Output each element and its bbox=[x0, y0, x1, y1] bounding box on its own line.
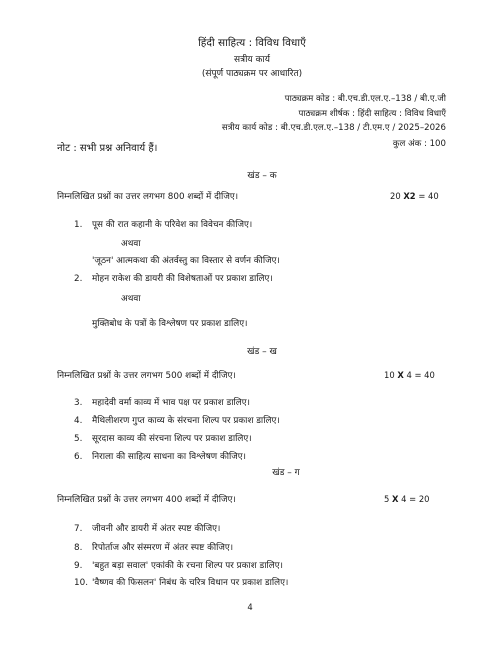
question-item bbox=[74, 218, 252, 230]
question-text: सूरदास काव्य की संरचना शिल्प पर प्रकाश डालिए। bbox=[92, 434, 252, 444]
section-instruction-c: निम्नलिखित प्रश्नों के उत्तर लगभग 400 शब्दों में दीजिए। bbox=[57, 495, 236, 505]
course-title: पाठ्यक्रम शीर्षक : हिंदी साहित्य : विविध विधाएँ bbox=[298, 109, 446, 119]
question-number: 9. bbox=[74, 561, 83, 571]
question-number: 4. bbox=[74, 416, 83, 426]
question-number: 6. bbox=[74, 452, 83, 462]
question-text: निराला की साहित्य साधना का विश्लेषण कीजिए। bbox=[92, 452, 246, 462]
question-item bbox=[74, 522, 220, 534]
course-code: पाठ्यक्रम कोड : बी.एच.डी.एल.ए.–138 / बी.ए.जी bbox=[284, 94, 446, 104]
question-text: मोहन राकेश की डायरी की विशेषताओं पर प्रकाश डालिए। bbox=[92, 274, 273, 284]
marks-multiplier: X bbox=[392, 494, 399, 504]
marks-total: 4 = 20 bbox=[401, 494, 430, 504]
section-marks-b bbox=[384, 370, 435, 380]
question-text: पूस की रात कहानी के परिवेश का विवेचन कीजिए। bbox=[92, 220, 253, 230]
question-item: 'जूठन' आत्मकथा की अंतर्वस्तु का विस्तार से वर्णन कीजिए। bbox=[92, 256, 280, 266]
question-number: 7. bbox=[74, 524, 83, 534]
section-instruction-b: निम्नलिखित प्रश्नों के उत्तर लगभग 500 शब्दों में दीजिए। bbox=[57, 371, 236, 381]
question-number: 8. bbox=[74, 543, 83, 553]
question-item bbox=[74, 450, 246, 462]
section-marks-c bbox=[384, 494, 429, 504]
note: नोट : सभी प्रश्न अनिवार्य हैं। bbox=[57, 143, 158, 154]
page-number: 4 bbox=[247, 602, 253, 612]
question-item bbox=[74, 576, 288, 588]
marks-value: 5 bbox=[384, 494, 390, 504]
question-text: जीवनी और डायरी में अंतर स्पष्ट कीजिए। bbox=[92, 524, 221, 534]
question-number: 3. bbox=[74, 398, 83, 408]
document-subtitle-2: (संपूर्ण पाठ्यक्रम पर आधारित) bbox=[201, 69, 303, 79]
document-title: हिंदी साहित्य : विविध विधाएँ bbox=[198, 37, 306, 49]
total-marks: कुल अंक : 100 bbox=[392, 139, 446, 149]
question-item bbox=[74, 541, 233, 553]
question-item bbox=[74, 396, 250, 408]
marks-value: 10 bbox=[384, 370, 395, 380]
question-number: 1. bbox=[74, 220, 83, 230]
question-item bbox=[74, 414, 280, 426]
marks-total: = 40 bbox=[418, 191, 439, 201]
section-marks-a bbox=[390, 191, 439, 201]
document-subtitle: सत्रीय कार्य bbox=[234, 55, 270, 65]
question-number: 5. bbox=[74, 434, 83, 444]
question-item bbox=[74, 272, 273, 284]
section-instruction-a: निम्नलिखित प्रश्नों का उत्तर लगभग 800 शब्दों में दीजिए। bbox=[57, 192, 239, 202]
question-text: मैथिलीशरण गुप्त काव्य के संरचना शिल्प पर प्रकाश डालिए। bbox=[92, 416, 280, 426]
question-text: महादेवी वर्मा काव्य में भाव पक्ष पर प्रकाश डालिए। bbox=[92, 398, 250, 408]
question-number: 10. bbox=[74, 578, 88, 588]
marks-multiplier: X bbox=[397, 370, 404, 380]
question-text: 'बहुत बड़ा सवाल' एकांकी के रचना शिल्प पर प्रकाश डालिए। bbox=[92, 561, 283, 571]
question-item bbox=[74, 432, 252, 444]
marks-value: 20 bbox=[390, 191, 401, 201]
question-item: अथवा bbox=[121, 294, 141, 304]
section-heading-b: खंड – ख bbox=[247, 347, 277, 357]
question-text: 'वैष्णव की फिसलन' निबंध के चरित्र विधान पर प्रकाश डालिए। bbox=[92, 578, 289, 588]
question-item bbox=[74, 559, 283, 571]
question-item: मुक्तिबोध के पत्रों के विश्लेषण पर प्रकाश डालिए। bbox=[92, 319, 248, 329]
question-text: रिपोर्ताज और संस्मरण में अंतर स्पष्ट कीजिए। bbox=[92, 543, 234, 553]
section-heading-a: खंड – क bbox=[247, 171, 277, 181]
section-heading-c: खंड – ग bbox=[272, 468, 300, 478]
assignment-code: सत्रीय कार्य कोड : बी.एच.डी.एल.ए.–138 / टी.एम.ए / 2025–2026 bbox=[221, 123, 446, 133]
marks-multiplier: X2 bbox=[403, 191, 416, 201]
question-number: 2. bbox=[74, 274, 83, 284]
marks-total: 4 = 40 bbox=[406, 370, 435, 380]
question-item: अथवा bbox=[121, 239, 141, 249]
